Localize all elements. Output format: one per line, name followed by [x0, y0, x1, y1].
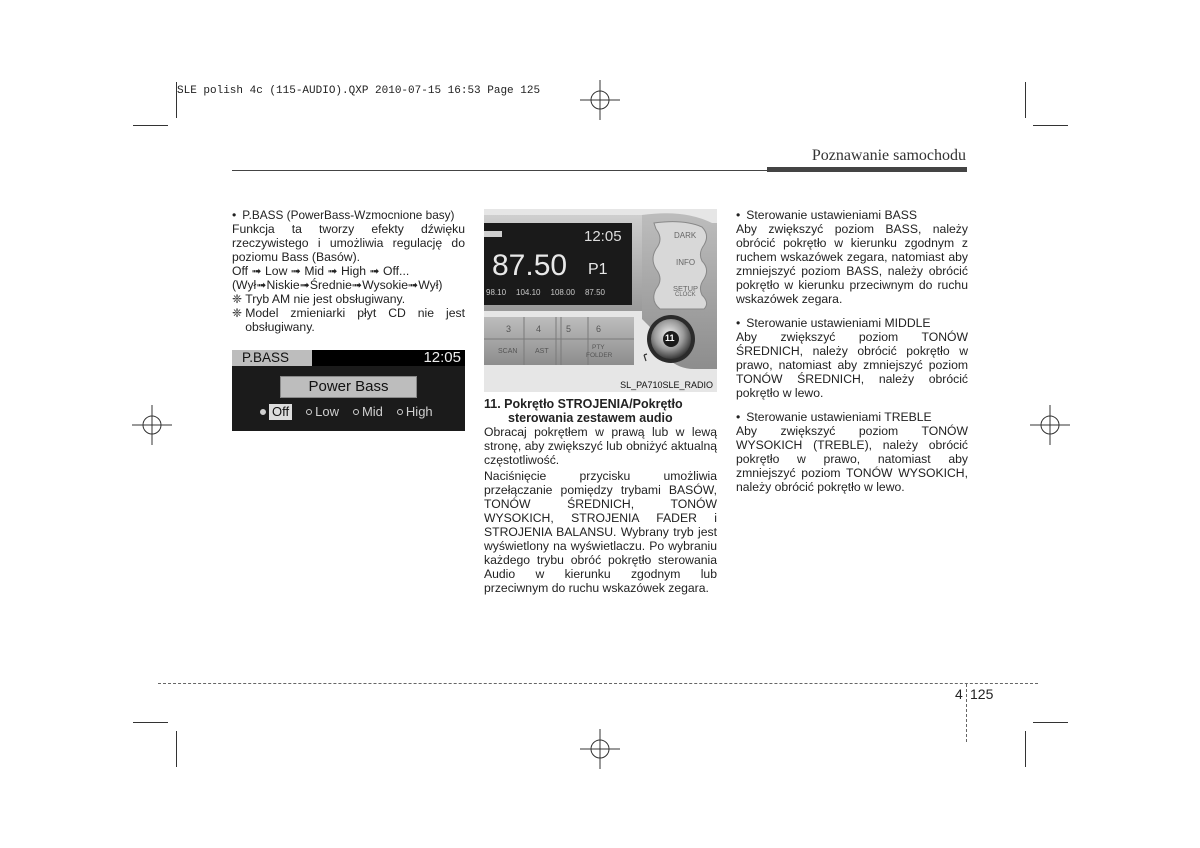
registration-mark-left — [130, 403, 174, 447]
info-button-label: INFO — [676, 258, 696, 267]
knob-heading-line2: sterowania zestawem audio — [508, 411, 673, 425]
option-high: High — [397, 404, 433, 420]
pbass-screen-illustration — [232, 350, 465, 431]
right-column — [736, 208, 968, 494]
number-button: 6 — [596, 324, 602, 334]
note-symbol: ❈ — [232, 292, 243, 306]
chapter-number: 4 — [955, 686, 963, 702]
preset-frequency: 98.10 — [486, 288, 507, 297]
footer-divider — [966, 684, 968, 742]
number-button: 5 — [566, 324, 572, 334]
knob-paragraph-1: Obracaj pokrętłem w prawą lub w lewą stronę, aby zwiększyć lub obniżyć aktualną częstotliwość. — [484, 425, 717, 467]
note-symbol: ❈ — [232, 306, 243, 320]
note-item — [232, 292, 465, 306]
radio-frequency: 87.50 — [492, 249, 568, 282]
radio-clock: 12:05 — [584, 228, 622, 245]
folder-button-label: FOLDER — [586, 352, 613, 359]
left-column — [232, 208, 465, 334]
print-slug: SLE polish 4c (115-AUDIO).QXP 2010-07-15 16:53 Page 125 — [177, 85, 541, 97]
bullet-item — [232, 208, 465, 222]
header-rule-accent — [767, 167, 967, 172]
option-off: Off — [260, 404, 292, 420]
bullet-item — [736, 316, 968, 330]
header-rule — [232, 170, 767, 171]
radio-dot-icon — [306, 409, 312, 415]
middle-title: Sterowanie ustawieniami MIDDLE — [746, 316, 931, 330]
knob-heading-line1: 11. Pokrętło STROJENIA/Pokrętło — [484, 397, 683, 411]
radio-dot-icon — [397, 409, 403, 415]
screen-title: Power Bass — [280, 376, 417, 398]
pbass-sequence-pl: (Wył➟Niskie➟Średnie➟Wysokie➟Wył) — [232, 278, 443, 292]
middle-text: Aby zwiększyć poziom TONÓW ŚREDNICH, należy obrócić pokrętło w prawo, natomiast aby zmniejszyć poziom TONÓW ŚREDNICH, należy obrócić pokrętło w lewo. — [736, 330, 968, 400]
page-number: 125 — [970, 686, 994, 702]
footer-dotted-rule — [158, 683, 1038, 684]
photo-caption: SL_PA710SLE_RADIO — [620, 380, 713, 390]
bullet-mark: • — [736, 208, 741, 222]
radio-preset-label: P1 — [588, 261, 608, 278]
bass-text: Aby zwiększyć poziom BASS, należy obrócić pokrętło w kierunku zgodnym z ruchem wskazówek zegara, natomiast aby zmniejszyć poziom BASS, należy obrócić pokrętło w kierunku przeciwnym do ruchu wskazówek zegara. — [736, 222, 968, 306]
number-button-row — [506, 324, 601, 334]
registration-mark-right — [1028, 403, 1072, 447]
pbass-sequence-en: Off ➟ Low ➟ Mid ➟ High ➟ Off... — [232, 264, 410, 278]
screen-tab-label: P.BASS — [232, 350, 312, 366]
preset-frequency: 87.50 — [584, 288, 605, 297]
clock-button-label: CLOCK — [675, 292, 696, 298]
radio-dot-icon — [353, 409, 359, 415]
registration-mark-top — [578, 78, 622, 122]
dark-button-label: DARK — [674, 231, 697, 240]
middle-column — [484, 397, 717, 595]
bullet-mark: • — [232, 208, 237, 222]
registration-mark-bottom — [578, 727, 622, 771]
radio-dot-icon — [260, 409, 266, 415]
note-am: Tryb AM nie jest obsługiwany. — [245, 292, 406, 306]
knob-paragraph-2: Naciśnięcie przycisku umożliwia przełączanie pomiędzy trybami BASÓW, TONÓW ŚREDNICH, TONÓW WYSOKICH, STROJENIA FADER i STROJENIA BALANSU. Wybrany tryb jest wyświetlony na wyświetlaczu. Po wybraniu każdego trybu obróć pokrętło sterowania Audio w kierunku zgodnym lub przeciwnym do ruchu wskazówek zegara. — [484, 469, 717, 595]
preset-frequency: 104.10 — [516, 288, 541, 297]
number-button: 4 — [536, 324, 542, 334]
note-item — [232, 306, 465, 334]
treble-title: Sterowanie ustawieniami TREBLE — [746, 410, 932, 424]
pbass-bullet-title: P.BASS (PowerBass-Wzmocnione basy) — [242, 208, 455, 222]
section-title: Poznawanie samochodu — [811, 147, 966, 164]
option-mid: Mid — [353, 404, 383, 420]
note-cd-changer: Model zmieniarki płyt CD nie jest obsługiwany. — [245, 306, 465, 334]
radio-photo — [484, 209, 717, 392]
bullet-item — [736, 410, 968, 424]
bullet-mark: • — [736, 316, 741, 330]
knob-callout-label: 11 — [665, 333, 675, 343]
bullet-item — [736, 208, 968, 222]
ast-button-label: AST — [535, 348, 549, 355]
number-button: 3 — [506, 324, 512, 334]
treble-text: Aby zwiększyć poziom TONÓW WYSOKICH (TREBLE), należy obrócić pokrętło w prawo, natomiast aby zmniejszyć poziom TONÓW WYSOKICH, należy obrócić pokrętło w lewo. — [736, 424, 968, 494]
pty-button-label: PTY — [592, 344, 605, 351]
pbass-description: Funkcja ta tworzy efekty dźwięku rzeczywistego i umożliwia regulację do poziomu Bass (Basów). — [232, 222, 465, 264]
screen-options — [260, 404, 433, 420]
bass-title: Sterowanie ustawieniami BASS — [746, 208, 917, 222]
preset-frequency: 108.00 — [550, 288, 575, 297]
setup-button-label: SETUP — [673, 284, 699, 293]
radio-preset-strip — [486, 288, 632, 297]
option-low: Low — [306, 404, 339, 420]
screen-clock: 12:05 — [423, 350, 461, 366]
scan-button-label: SCAN — [498, 348, 518, 355]
bullet-mark: • — [736, 410, 741, 424]
